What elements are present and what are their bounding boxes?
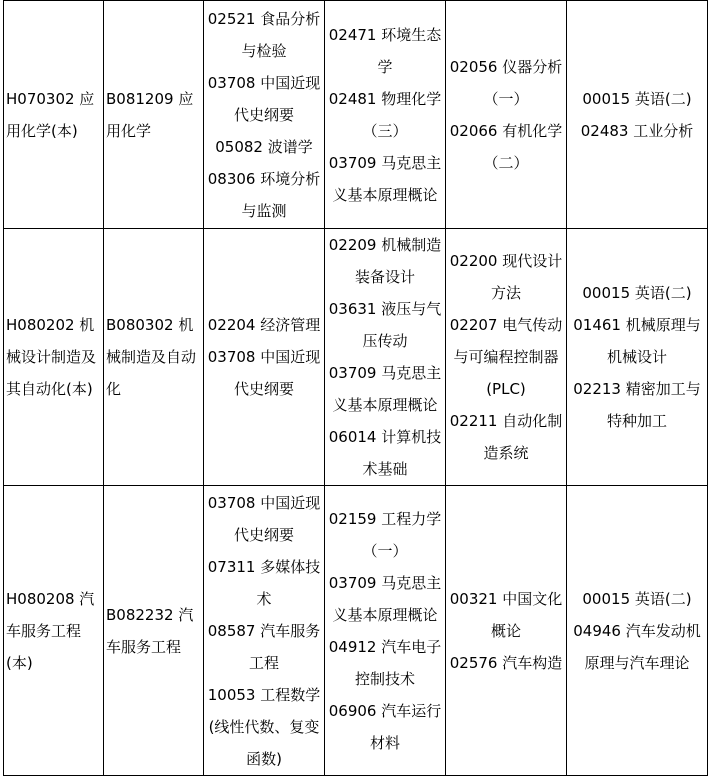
course-item: 00015 英语(二) [582,284,692,302]
course-item: 02204 经济管理 [207,316,321,334]
course-item: 02471 环境生态学 [328,25,442,76]
course-item: 08306 环境分析与监测 [207,169,321,220]
table-row [4,486,708,776]
course-item: 03709 马克思主义基本原理概论 [328,153,442,204]
course-item: 02066 有机化学（二） [449,121,563,172]
course-list-cell [567,229,708,486]
course-list-cell [567,1,708,229]
course-item: 06014 计算机技术基础 [328,428,442,478]
course-list-cell [446,1,567,229]
undergrad-major-cell: H080202 机械设计制造及其自动化(本) [4,229,104,486]
course-item: 03708 中国近现代史纲要 [207,73,321,124]
course-list-cell [446,229,567,486]
course-item: 08587 汽车服务工程 [207,621,321,672]
college-major-cell: B081209 应用化学 [104,1,204,229]
course-item: 07311 多媒体技术 [207,557,321,608]
course-list-cell [204,229,325,486]
course-item: 02211 自动化制造系统 [449,412,563,462]
course-item: 00015 英语(二) [582,589,692,608]
course-item: 00015 英语(二) [582,89,692,108]
course-item: 02521 食品分析与检验 [207,9,321,60]
course-item: 02056 仪器分析（一） [449,57,563,108]
table-row [4,1,708,229]
course-item: 02207 电气传动与可编程控制器(PLC) [449,316,563,398]
course-item: 03631 液压与气压传动 [328,300,442,350]
course-item: 02481 物理化学（三） [328,89,442,140]
course-item: 04946 汽车发动机原理与汽车理论 [573,621,701,672]
course-item: 05082 波谱学 [215,137,313,156]
course-list-cell [204,1,325,229]
course-item: 06906 汽车运行材料 [328,701,442,752]
college-major-cell: B082232 汽车服务工程 [104,486,204,776]
course-item: 10053 工程数学(线性代数、复变函数) [207,685,321,768]
course-item: 03708 中国近现代史纲要 [207,493,321,544]
undergrad-major-cell: H080208 汽车服务工程(本) [4,486,104,776]
course-item: 02159 工程力学（一） [328,509,442,560]
course-item: 02209 机械制造装备设计 [328,236,442,286]
course-item: 03709 马克思主义基本原理概论 [328,364,442,414]
course-item: 03708 中国近现代史纲要 [207,348,321,398]
course-table [3,0,708,776]
course-item: 02213 精密加工与特种加工 [573,380,701,430]
course-item: 02576 汽车构造 [449,653,563,672]
course-item: 00321 中国文化概论 [449,589,563,640]
course-list-cell [325,229,446,486]
course-list-cell [567,486,708,776]
course-item: 02200 现代设计方法 [449,252,563,302]
course-list-cell [325,486,446,776]
course-list-cell [446,486,567,776]
course-item: 03709 马克思主义基本原理概论 [328,573,442,624]
course-item: 01461 机械原理与机械设计 [573,316,701,366]
college-major-cell: B080302 机械制造及自动化 [104,229,204,486]
course-list-cell [325,1,446,229]
course-item: 04912 汽车电子控制技术 [328,637,442,688]
table-row [4,229,708,486]
course-item: 02483 工业分析 [580,121,694,140]
course-list-cell [204,486,325,776]
undergrad-major-cell: H070302 应用化学(本) [4,1,104,229]
